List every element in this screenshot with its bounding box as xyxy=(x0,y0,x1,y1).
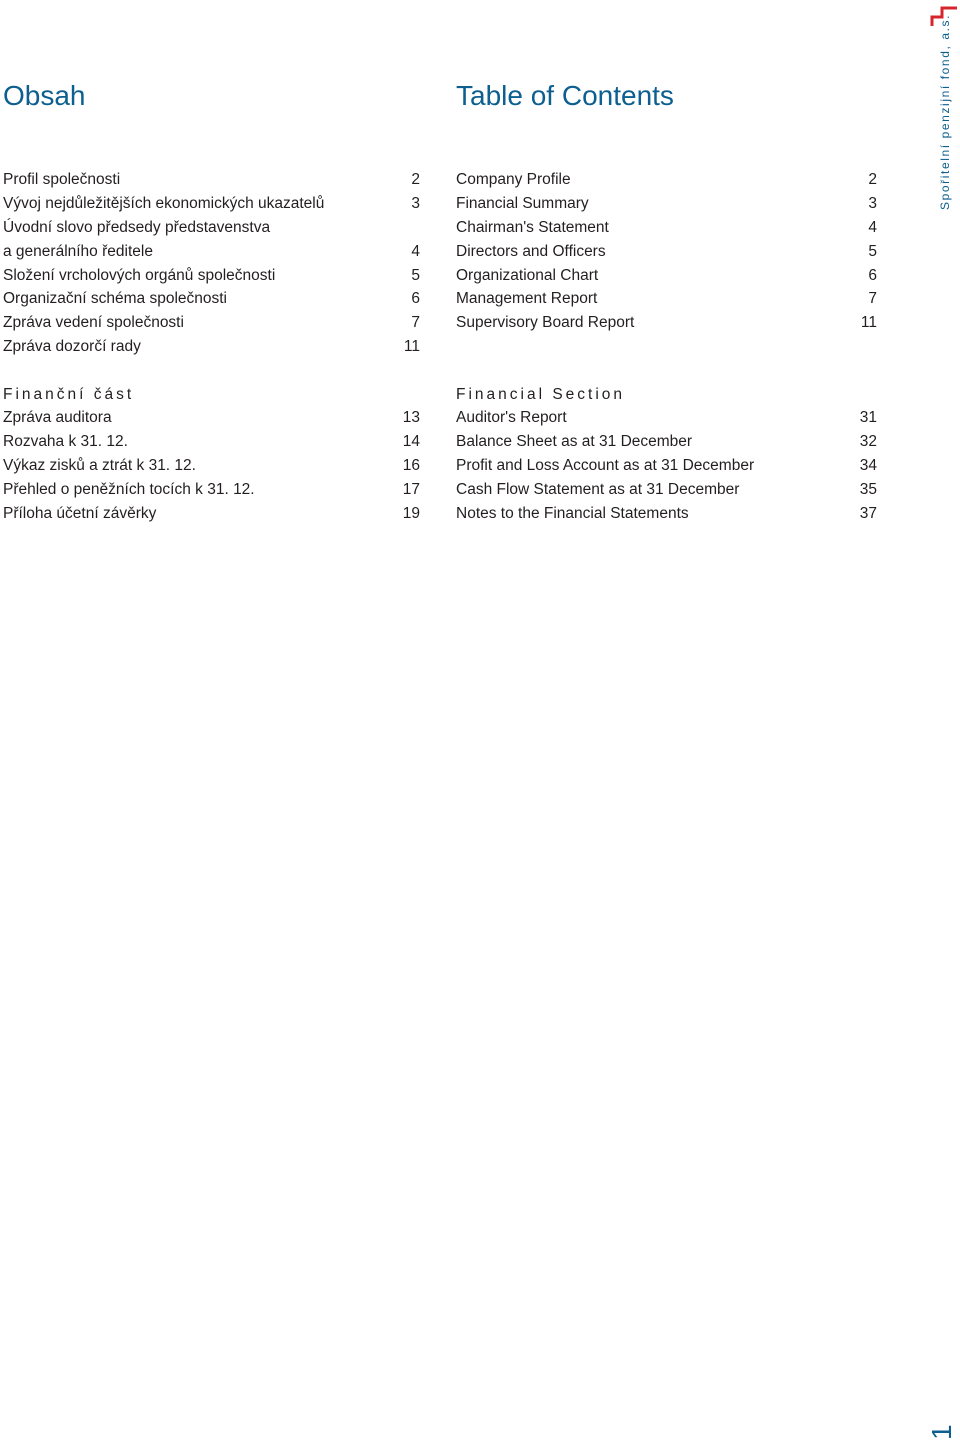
toc-entry[interactable] xyxy=(456,430,877,454)
toc-entry-title: Directors and Officers xyxy=(456,242,606,260)
toc-entry-page: 14 xyxy=(402,432,420,450)
toc-entry-title: Složení vrcholových orgánů společnosti xyxy=(3,266,276,284)
toc-entry-title: Profit and Loss Account as at 31 December xyxy=(456,456,755,474)
toc-entry[interactable] xyxy=(456,502,877,526)
toc-entry-title: Zpráva vedení společnosti xyxy=(3,314,184,332)
toc-entry-title: Chairman's Statement xyxy=(456,218,609,236)
toc-entry[interactable] xyxy=(3,406,420,430)
toc-entry-page: 2 xyxy=(411,171,420,188)
toc-entry-title: Cash Flow Statement as at 31 December xyxy=(456,480,740,498)
toc-entry[interactable] xyxy=(456,478,877,502)
toc-entry-page: 7 xyxy=(411,314,420,332)
toc-entry-page: 5 xyxy=(411,266,420,284)
toc-entry-page: 11 xyxy=(403,338,420,356)
toc-entry-title: Úvodní slovo předsedy představenstva xyxy=(3,218,271,236)
toc-entry-page: 4 xyxy=(411,242,420,260)
toc-entry-title: a generálního ředitele xyxy=(3,242,153,260)
toc-entry-title: Auditor's Report xyxy=(456,409,567,426)
toc-entry[interactable] xyxy=(3,264,420,288)
toc-entry[interactable] xyxy=(3,502,420,526)
toc-entry[interactable] xyxy=(3,478,420,502)
toc-entry-page: 35 xyxy=(859,480,877,498)
toc-entry[interactable] xyxy=(456,287,877,311)
financial-section-label-english: Financial Section xyxy=(456,386,626,403)
toc-entry-page: 37 xyxy=(859,504,877,522)
toc-entry-title: Organizational Chart xyxy=(456,266,599,284)
toc-entry-title: Balance Sheet as at 31 December xyxy=(456,432,693,450)
toc-entry-title: Supervisory Board Report xyxy=(456,314,635,332)
toc-entry[interactable] xyxy=(3,454,420,478)
company-name-vertical: Spořitelní penzijní fond, a.s. xyxy=(938,13,952,210)
toc-entry-page: 6 xyxy=(411,290,420,308)
toc-entry-page: 32 xyxy=(859,432,877,450)
toc-entry-page: 5 xyxy=(868,242,877,260)
financial-toc-list-czech xyxy=(3,406,420,525)
toc-entry[interactable] xyxy=(3,192,420,216)
toc-entry-page: 6 xyxy=(868,266,877,284)
heading-english: Table of Contents xyxy=(456,80,674,111)
toc-entry[interactable] xyxy=(3,311,420,335)
toc-entry-title: Přehled o peněžních tocích k 31. 12. xyxy=(3,480,255,498)
toc-entry-page: 13 xyxy=(402,409,420,426)
toc-entry[interactable] xyxy=(456,240,877,264)
heading-czech: Obsah xyxy=(3,80,86,111)
toc-entry-page: 2 xyxy=(868,171,877,188)
toc-entry-title: Organizační schéma společnosti xyxy=(3,290,228,308)
toc-entry-title: Notes to the Financial Statements xyxy=(456,504,689,522)
toc-entry-page: 17 xyxy=(402,480,420,498)
toc-entry[interactable] xyxy=(3,216,420,240)
toc-entry[interactable] xyxy=(3,430,420,454)
toc-entry-title: Výkaz zisků a ztrát k 31. 12. xyxy=(3,456,196,474)
toc-entry-title: Financial Summary xyxy=(456,194,589,212)
toc-entry-title: Rozvaha k 31. 12. xyxy=(3,432,128,450)
toc-entry-title: Profil společnosti xyxy=(3,171,121,188)
toc-entry-title: Company Profile xyxy=(456,171,571,188)
toc-entry-title: Vývoj nejdůležitějších ekonomických ukazatelů xyxy=(3,194,325,212)
toc-list-english xyxy=(456,168,877,335)
toc-entry-page: 3 xyxy=(868,194,877,212)
toc-entry[interactable] xyxy=(456,216,877,240)
toc-entry-page: 31 xyxy=(859,409,877,426)
toc-entry-page: 11 xyxy=(860,314,877,332)
toc-entry-page: 3 xyxy=(411,194,420,212)
toc-entry[interactable] xyxy=(3,287,420,311)
toc-entry-title: Management Report xyxy=(456,290,598,308)
toc-entry-title: Zpráva auditora xyxy=(3,409,112,426)
toc-entry-title: Příloha účetní závěrky xyxy=(3,504,157,522)
toc-entry-title: Zpráva dozorčí rady xyxy=(3,338,141,356)
toc-entry-page: 19 xyxy=(402,504,420,522)
toc-entry-page: 16 xyxy=(402,456,420,474)
financial-toc-list-english xyxy=(456,406,877,525)
toc-entry[interactable] xyxy=(456,264,877,288)
page-number: 1 xyxy=(926,1424,957,1440)
toc-entry[interactable] xyxy=(3,335,420,359)
toc-entry[interactable] xyxy=(456,311,877,335)
toc-entry-page: 7 xyxy=(868,290,877,308)
toc-entry[interactable] xyxy=(456,192,877,216)
toc-entry[interactable] xyxy=(456,406,877,430)
toc-list-czech xyxy=(3,168,420,359)
toc-entry[interactable] xyxy=(3,168,420,192)
financial-section-label-czech: Finanční část xyxy=(3,386,135,403)
toc-entry[interactable] xyxy=(3,240,420,264)
toc-entry-page: 34 xyxy=(859,456,877,474)
toc-entry-page: 4 xyxy=(868,218,877,236)
toc-entry[interactable] xyxy=(456,168,877,192)
toc-entry[interactable] xyxy=(456,454,877,478)
